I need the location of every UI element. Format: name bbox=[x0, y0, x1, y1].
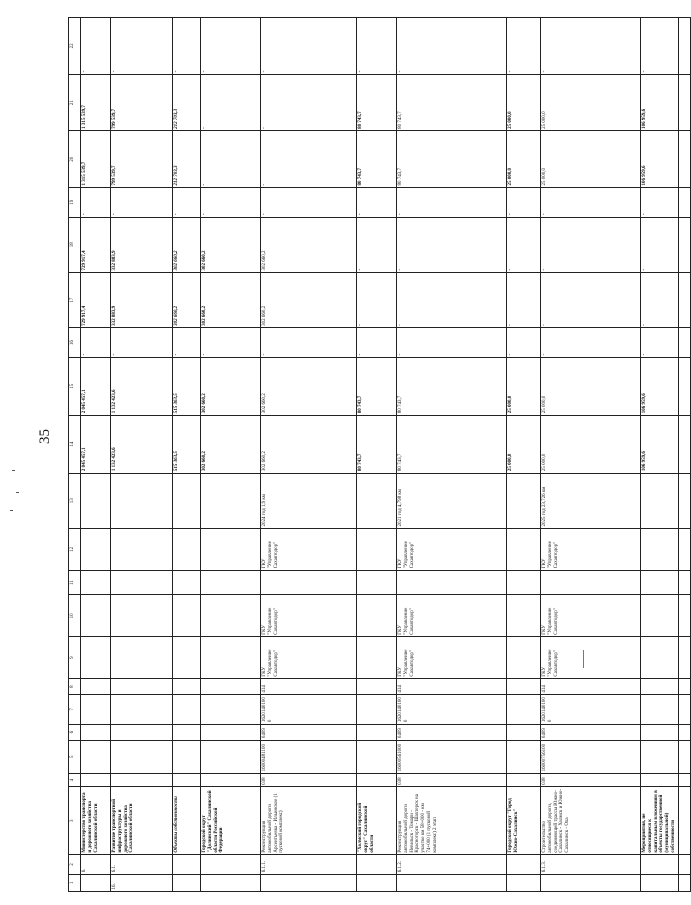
table-row bbox=[81, 18, 111, 892]
table-cell: 1 132 423,6 bbox=[111, 415, 173, 473]
table-cell bbox=[641, 473, 679, 528]
table-cell bbox=[641, 570, 679, 595]
table-cell: 25 000,0 bbox=[507, 74, 541, 131]
column-number-cell: 6 bbox=[69, 724, 81, 740]
table-cell bbox=[507, 528, 541, 570]
table-cell: 515 363,5 bbox=[173, 415, 201, 473]
table-cell: 6. bbox=[81, 855, 111, 875]
table-cell bbox=[507, 473, 541, 528]
table-row bbox=[201, 18, 261, 892]
table-cell: - bbox=[641, 217, 679, 272]
table-cell bbox=[678, 787, 690, 855]
table-cell bbox=[201, 773, 261, 787]
table-cell: 212 703,3 bbox=[173, 74, 201, 131]
table-cell bbox=[507, 740, 541, 773]
table-cell: 25 000,0 bbox=[541, 357, 641, 415]
page-number: 35 bbox=[37, 429, 53, 444]
table-row bbox=[641, 18, 679, 892]
table-cell bbox=[397, 570, 507, 595]
table-cell: - bbox=[261, 74, 357, 131]
table-cell: Городской округ "Долинский" Сахалинской области Российской Федерации bbox=[201, 787, 261, 855]
table-cell bbox=[173, 473, 201, 528]
table-cell bbox=[201, 595, 261, 637]
table-cell: 038 bbox=[261, 773, 357, 787]
table-cell: 25 000,0 bbox=[507, 357, 541, 415]
table-cell bbox=[641, 528, 679, 570]
table-row bbox=[357, 18, 397, 892]
column-number-cell: 8 bbox=[69, 679, 81, 695]
table-cell bbox=[81, 773, 111, 787]
table-cell: - bbox=[261, 328, 357, 358]
table-cell bbox=[357, 637, 397, 679]
table-cell bbox=[201, 724, 261, 740]
table-cell: 1 132 423,6 bbox=[111, 357, 173, 415]
table-cell: 302 660,2 bbox=[201, 272, 261, 327]
table-cell bbox=[81, 695, 111, 725]
table-cell bbox=[507, 874, 541, 891]
table-cell: 106 959,6 bbox=[641, 74, 679, 131]
table-cell: 25 000,0 bbox=[541, 131, 641, 188]
table-cell: 302 660,2 bbox=[173, 217, 201, 272]
table-cell: - bbox=[261, 18, 357, 75]
table-cell: - bbox=[357, 18, 397, 75]
table-cell: 515 363,5 bbox=[173, 357, 201, 415]
table-cell: - bbox=[261, 188, 357, 218]
table-cell bbox=[81, 528, 111, 570]
table-cell: ГКУ "Управление Сахавтодор" bbox=[261, 528, 357, 570]
table-cell: ГКУ "Управление Сахавтодор" bbox=[397, 595, 507, 637]
table-cell bbox=[678, 773, 690, 787]
table-cell bbox=[678, 724, 690, 740]
table-cell bbox=[81, 679, 111, 695]
column-number-cell: 16 bbox=[69, 328, 81, 358]
table-cell: 106 959,6 bbox=[641, 415, 679, 473]
table-cell: - bbox=[81, 18, 111, 75]
table-cell: - bbox=[507, 328, 541, 358]
table-cell bbox=[641, 855, 679, 875]
table-cell bbox=[201, 740, 261, 773]
table-cell: - bbox=[173, 328, 201, 358]
scan-margin-marks bbox=[6, 470, 26, 540]
table-cell: 302 660,2 bbox=[201, 415, 261, 473]
table-cell: 106 959,6 bbox=[641, 357, 679, 415]
table-cell: - bbox=[261, 131, 357, 188]
table-cell bbox=[507, 695, 541, 725]
rotated-table bbox=[68, 17, 676, 892]
table-cell: - bbox=[81, 328, 111, 358]
table-cell: 038 bbox=[397, 773, 507, 787]
column-number-cell: 18 bbox=[69, 217, 81, 272]
table-cell: 302 660,2 bbox=[261, 357, 357, 415]
table-cell: - bbox=[397, 272, 507, 327]
table-row bbox=[261, 18, 357, 892]
table-cell: "Холмский городской округ" Сахалинской области bbox=[357, 787, 397, 855]
table-row bbox=[678, 18, 690, 892]
table-cell bbox=[81, 570, 111, 595]
table-cell bbox=[507, 855, 541, 875]
table-cell bbox=[111, 570, 173, 595]
table-area bbox=[68, 17, 676, 892]
table-cell bbox=[678, 415, 690, 473]
table-cell bbox=[173, 724, 201, 740]
table-cell: 16000481100 bbox=[261, 740, 357, 773]
table-cell: 80 743,7 bbox=[397, 74, 507, 131]
table-cell bbox=[81, 724, 111, 740]
table-cell: - bbox=[507, 272, 541, 327]
table-cell: - bbox=[111, 18, 173, 75]
table-cell bbox=[261, 874, 357, 891]
column-number-cell: 14 bbox=[69, 415, 81, 473]
table-cell: - bbox=[201, 131, 261, 188]
table-cell: 1 315 539,7 bbox=[81, 74, 111, 131]
column-number-cell: 12 bbox=[69, 528, 81, 570]
table-cell bbox=[678, 637, 690, 679]
table-cell: 16000561000 bbox=[397, 740, 507, 773]
column-number-cell: 13 bbox=[69, 473, 81, 528]
table-cell: - bbox=[357, 272, 397, 327]
table-cell: ГКУ "Управление Сахавтодор" bbox=[541, 528, 641, 570]
table-cell: ГКУ "Управление Сахавтодор" bbox=[397, 528, 507, 570]
table-cell: 212 703,3 bbox=[173, 131, 201, 188]
table-cell bbox=[201, 679, 261, 695]
column-number-cell: 1 bbox=[69, 874, 81, 891]
table-cell: 16000756100 bbox=[541, 740, 641, 773]
table-cell: 16201401000 bbox=[397, 695, 507, 725]
table-cell bbox=[201, 473, 261, 528]
table-cell: 0409 bbox=[397, 724, 507, 740]
table-cell: 2 045 457,1 bbox=[81, 415, 111, 473]
table-row bbox=[111, 18, 173, 892]
table-cell bbox=[507, 679, 541, 695]
column-number-cell: 19 bbox=[69, 188, 81, 218]
table-cell bbox=[81, 473, 111, 528]
table-cell: - bbox=[541, 328, 641, 358]
table-cell bbox=[173, 637, 201, 679]
table-cell bbox=[201, 855, 261, 875]
table-cell bbox=[173, 773, 201, 787]
table-cell bbox=[507, 773, 541, 787]
table-cell bbox=[678, 18, 690, 75]
table-cell: - bbox=[111, 328, 173, 358]
column-number-cell: 2 bbox=[69, 855, 81, 875]
table-row bbox=[541, 18, 641, 892]
table-cell: - bbox=[397, 328, 507, 358]
table-cell: - bbox=[173, 188, 201, 218]
table-cell bbox=[357, 679, 397, 695]
table-cell bbox=[678, 740, 690, 773]
table-cell: 80 743,7 bbox=[357, 74, 397, 131]
table-cell bbox=[678, 217, 690, 272]
table-cell bbox=[678, 695, 690, 725]
table-cell bbox=[678, 679, 690, 695]
table-cell: 414 bbox=[397, 679, 507, 695]
table-cell bbox=[507, 724, 541, 740]
table-cell bbox=[678, 357, 690, 415]
table-cell bbox=[641, 773, 679, 787]
table-cell bbox=[507, 595, 541, 637]
table-cell: Развитие транспортной инфраструктуры и дорожного хозяйства Сахалинской области bbox=[111, 787, 173, 855]
table-cell: - bbox=[397, 188, 507, 218]
table-cell bbox=[678, 328, 690, 358]
table-cell: 729 917,4 bbox=[81, 217, 111, 272]
table-cell bbox=[201, 637, 261, 679]
table-cell: 25 000,0 bbox=[541, 415, 641, 473]
column-number-cell: 17 bbox=[69, 272, 81, 327]
table-cell: Мероприятия, не относящиеся к капитальным вложениям в объекты государственной (муниципальной) собственности bbox=[641, 787, 679, 855]
table-cell: - bbox=[507, 18, 541, 75]
table-cell bbox=[641, 874, 679, 891]
table-cell: - bbox=[641, 328, 679, 358]
table-cell: 799 539,7 bbox=[111, 74, 173, 131]
table-cell bbox=[173, 695, 201, 725]
table-cell: 6.1.1. bbox=[261, 855, 357, 875]
table-row bbox=[173, 18, 201, 892]
column-number-cell: 5 bbox=[69, 740, 81, 773]
table-cell: - bbox=[507, 217, 541, 272]
table-cell bbox=[541, 570, 641, 595]
table-cell: 6.1.2. bbox=[397, 855, 507, 875]
table-cell: 25 000,0 bbox=[541, 74, 641, 131]
table-cell: 16201401000 bbox=[261, 695, 357, 725]
table-cell: 2024 год 1,9 км bbox=[261, 473, 357, 528]
table-cell bbox=[111, 773, 173, 787]
table-cell: 332 883,9 bbox=[111, 272, 173, 327]
table-cell: Строительство автомобильной дороги, соединяющей трассы Южно-Сахалинск - Холмск и Южно-Сахалинск - Оха bbox=[541, 787, 641, 855]
table-cell: - bbox=[201, 18, 261, 75]
table-cell: - bbox=[641, 188, 679, 218]
table-cell bbox=[111, 595, 173, 637]
column-number-cell: 7 bbox=[69, 695, 81, 725]
table-cell bbox=[201, 874, 261, 891]
table-cell bbox=[173, 740, 201, 773]
table-cell bbox=[111, 528, 173, 570]
table-row bbox=[397, 18, 507, 892]
table-cell bbox=[641, 695, 679, 725]
table-cell: 302 660,2 bbox=[201, 357, 261, 415]
table-cell bbox=[81, 874, 111, 891]
table-row bbox=[507, 18, 541, 892]
table-cell bbox=[641, 637, 679, 679]
table-cell: 302 660,2 bbox=[261, 415, 357, 473]
table-cell bbox=[201, 570, 261, 595]
column-number-cell: 10 bbox=[69, 595, 81, 637]
table-cell bbox=[173, 855, 201, 875]
table-cell bbox=[357, 695, 397, 725]
table-cell: Министерство транспорта и дорожного хозяйства Сахалинской области bbox=[81, 787, 111, 855]
table-cell bbox=[357, 473, 397, 528]
table-cell bbox=[397, 874, 507, 891]
table-cell: - bbox=[201, 328, 261, 358]
table-cell: - bbox=[541, 272, 641, 327]
column-number-cell: 22 bbox=[69, 18, 81, 75]
table-cell bbox=[81, 740, 111, 773]
table-cell: - bbox=[173, 18, 201, 75]
table-cell bbox=[111, 740, 173, 773]
table-cell: - bbox=[201, 74, 261, 131]
table-cell: 16. bbox=[111, 874, 173, 891]
table-cell bbox=[641, 679, 679, 695]
table-cell: 80 743,7 bbox=[397, 131, 507, 188]
column-number-cell: 4 bbox=[69, 773, 81, 787]
table-cell: - bbox=[397, 18, 507, 75]
table-cell: 302 660,2 bbox=[261, 272, 357, 327]
table-cell bbox=[678, 874, 690, 891]
table-cell: 16201401000 bbox=[541, 695, 641, 725]
table-cell: - bbox=[201, 188, 261, 218]
table-cell bbox=[678, 131, 690, 188]
table-cell: 0409 bbox=[261, 724, 357, 740]
table-cell bbox=[201, 528, 261, 570]
column-number-cell: 11 bbox=[69, 570, 81, 595]
table-cell: 80 743,7 bbox=[397, 415, 507, 473]
table-cell: - bbox=[641, 272, 679, 327]
table-cell bbox=[507, 637, 541, 679]
table-cell bbox=[678, 272, 690, 327]
column-number-cell: 20 bbox=[69, 131, 81, 188]
table-cell bbox=[678, 595, 690, 637]
table-cell bbox=[111, 637, 173, 679]
table-cell: 038 bbox=[541, 773, 641, 787]
table-cell bbox=[541, 874, 641, 891]
table-cell bbox=[173, 570, 201, 595]
table-cell bbox=[111, 724, 173, 740]
table-cell: 799 539,7 bbox=[111, 131, 173, 188]
table-cell bbox=[173, 528, 201, 570]
column-number-cell: 15 bbox=[69, 357, 81, 415]
table-cell: Реконструкция автомобильной дороги Арсентьевка - Ильинское (1 пусковой комплекс) bbox=[261, 787, 357, 855]
table-cell: 106 959,6 bbox=[641, 131, 679, 188]
table-cell: 2 045 457,1 bbox=[81, 357, 111, 415]
table-cell: ГКУ "Управление Сахавтодор" bbox=[261, 595, 357, 637]
table-cell bbox=[678, 570, 690, 595]
table-cell bbox=[357, 855, 397, 875]
table-cell bbox=[111, 695, 173, 725]
table-cell bbox=[173, 595, 201, 637]
table-cell bbox=[357, 570, 397, 595]
table-cell bbox=[201, 695, 261, 725]
table-cell: 0409 bbox=[541, 724, 641, 740]
table-cell bbox=[507, 570, 541, 595]
table-cell: 6.1. bbox=[111, 855, 173, 875]
table-cell: Городской округ "Город Южно-Сахалинск" bbox=[507, 787, 541, 855]
table-cell bbox=[357, 773, 397, 787]
table-cell bbox=[357, 740, 397, 773]
table-cell: 414 bbox=[261, 679, 357, 695]
table-cell: - bbox=[357, 217, 397, 272]
budget-table bbox=[68, 17, 691, 892]
table-cell: 302 660,2 bbox=[261, 217, 357, 272]
table-cell: - bbox=[111, 188, 173, 218]
table-cell bbox=[678, 74, 690, 131]
table-cell bbox=[357, 874, 397, 891]
table-cell bbox=[641, 740, 679, 773]
table-cell bbox=[357, 724, 397, 740]
column-number-cell: 3 bbox=[69, 787, 81, 855]
table-cell bbox=[641, 724, 679, 740]
table-cell: - bbox=[397, 217, 507, 272]
table-cell bbox=[81, 595, 111, 637]
table-cell: 729 917,4 bbox=[81, 272, 111, 327]
table-cell bbox=[261, 570, 357, 595]
table-cell bbox=[111, 473, 173, 528]
table-cell bbox=[357, 595, 397, 637]
table-cell: 80 743,7 bbox=[357, 131, 397, 188]
table-cell: 414 bbox=[541, 679, 641, 695]
table-cell: ГКУ "Управление Сахавтодор" bbox=[261, 637, 357, 679]
table-cell: Реконструкция автомобильной дороги Невельск - Томари - Красногорск - Шахтерск на участке км 58+000 - км 74+000 (1 пусковой комплекс) 2 этап bbox=[397, 787, 507, 855]
table-cell: - bbox=[541, 18, 641, 75]
table-cell: 2025 год 23,726 км bbox=[541, 473, 641, 528]
table-cell bbox=[81, 637, 111, 679]
table-cell: ГКУ "Управление Сахавтодор" bbox=[541, 637, 641, 679]
table-cell: 332 883,9 bbox=[111, 217, 173, 272]
column-number-cell: 9 bbox=[69, 637, 81, 679]
table-cell: 6.1.3. bbox=[541, 855, 641, 875]
table-cell: 80 743,7 bbox=[357, 415, 397, 473]
table-cell: 80 743,7 bbox=[397, 357, 507, 415]
table-cell: - bbox=[507, 188, 541, 218]
table-cell: ГКУ "Управление Сахавтодор" bbox=[541, 595, 641, 637]
table-cell bbox=[173, 679, 201, 695]
table-cell: 1 315 539,7 bbox=[81, 131, 111, 188]
table-cell bbox=[678, 188, 690, 218]
table-cell: 302 660,2 bbox=[173, 272, 201, 327]
table-cell: - bbox=[357, 188, 397, 218]
table-cell: 302 660,2 bbox=[201, 217, 261, 272]
table-cell: 25 000,0 bbox=[507, 415, 541, 473]
table-cell bbox=[678, 528, 690, 570]
table-cell bbox=[173, 874, 201, 891]
table-cell: - bbox=[357, 328, 397, 358]
table-cell bbox=[357, 528, 397, 570]
table-cell: - bbox=[81, 188, 111, 218]
table-cell: ГКУ "Управление Сахавтодор" bbox=[397, 637, 507, 679]
table-cell: - bbox=[541, 188, 641, 218]
table-cell: Объекты собственности bbox=[173, 787, 201, 855]
table-cell bbox=[678, 473, 690, 528]
table-cell bbox=[111, 679, 173, 695]
table-cell bbox=[678, 855, 690, 875]
column-number-cell: 21 bbox=[69, 74, 81, 131]
table-cell: - bbox=[641, 18, 679, 75]
table-cell: 2021 год 4,798 км bbox=[397, 473, 507, 528]
table-body bbox=[69, 18, 691, 892]
table-cell bbox=[641, 595, 679, 637]
column-number-row bbox=[69, 18, 81, 892]
table-cell: 80 743,7 bbox=[357, 357, 397, 415]
table-cell: 25 000,0 bbox=[507, 131, 541, 188]
table-cell: - bbox=[541, 217, 641, 272]
